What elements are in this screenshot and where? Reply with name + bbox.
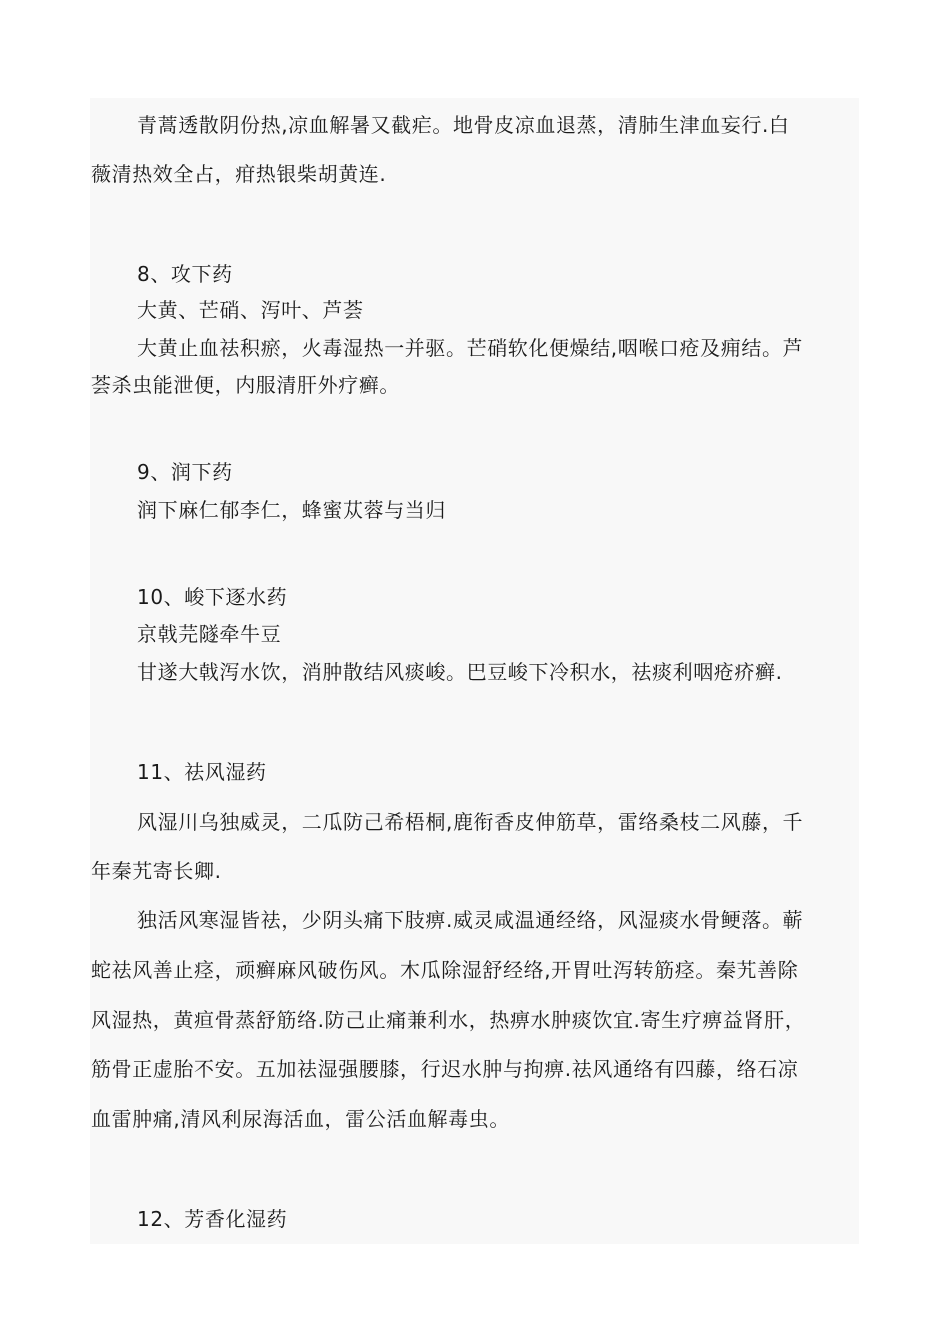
paragraph-line: 润下麻仁郁李仁，蜂蜜苁蓉与当归 — [137, 498, 446, 522]
section-heading: 12、芳香化湿药 — [137, 1207, 288, 1231]
paragraph-line: 独活风寒湿皆祛，少阴头痛下肢痹.威灵咸温通经络，风湿痰水骨鲠落。蕲 — [137, 908, 804, 932]
section-heading: 9、润下药 — [137, 460, 233, 484]
paragraph-line: 蛇祛风善止痉，顽癣麻风破伤风。木瓜除湿舒经络,开胃吐泻转筋痉。秦艽善除 — [91, 958, 799, 982]
section-heading: 11、祛风湿药 — [137, 760, 267, 784]
herb-list: 大黄、芒硝、泻叶、芦荟 — [137, 298, 364, 322]
paragraph-line: 荟杀虫能泄便，内服清肝外疗癣。 — [91, 373, 400, 397]
paragraph-line: 风湿热，黄疸骨蒸舒筋络.防己止痛兼利水，热痹水肿痰饮宜.寄生疗痹益肾肝， — [91, 1008, 806, 1032]
paragraph-line: 青蒿透散阴份热,凉血解暑又截疟。地骨皮凉血退蒸，清肺生津血妄行.白 — [137, 113, 790, 137]
paragraph-line: 年秦艽寄长卿. — [91, 859, 222, 883]
section-heading: 10、峻下逐水药 — [137, 585, 288, 609]
paragraph-line: 大黄止血祛积瘀，火毒湿热一并驱。芒硝软化便燥结,咽喉口疮及痈结。芦 — [137, 336, 804, 360]
paragraph-line: 风湿川乌独威灵，二瓜防己希梧桐,鹿衔香皮伸筋草，雷络桑枝二风藤，千 — [137, 810, 804, 834]
herb-list: 京戟芫隧牵牛豆 — [137, 622, 282, 646]
paragraph-line: 甘遂大戟泻水饮，消肿散结风痰峻。巴豆峻下冷积水，祛痰利咽疮疥癣. — [137, 660, 783, 684]
paragraph-line: 血雷肿痛,清风利尿海活血，雷公活血解毒虫。 — [91, 1107, 510, 1131]
section-heading: 8、攻下药 — [137, 262, 233, 286]
paragraph-line: 筋骨正虚胎不安。五加祛湿强腰膝，行迟水肿与拘痹.祛风通络有四藤，络石凉 — [91, 1057, 799, 1081]
paragraph-line: 薇清热效全占，疳热银柴胡黄连. — [91, 162, 387, 186]
